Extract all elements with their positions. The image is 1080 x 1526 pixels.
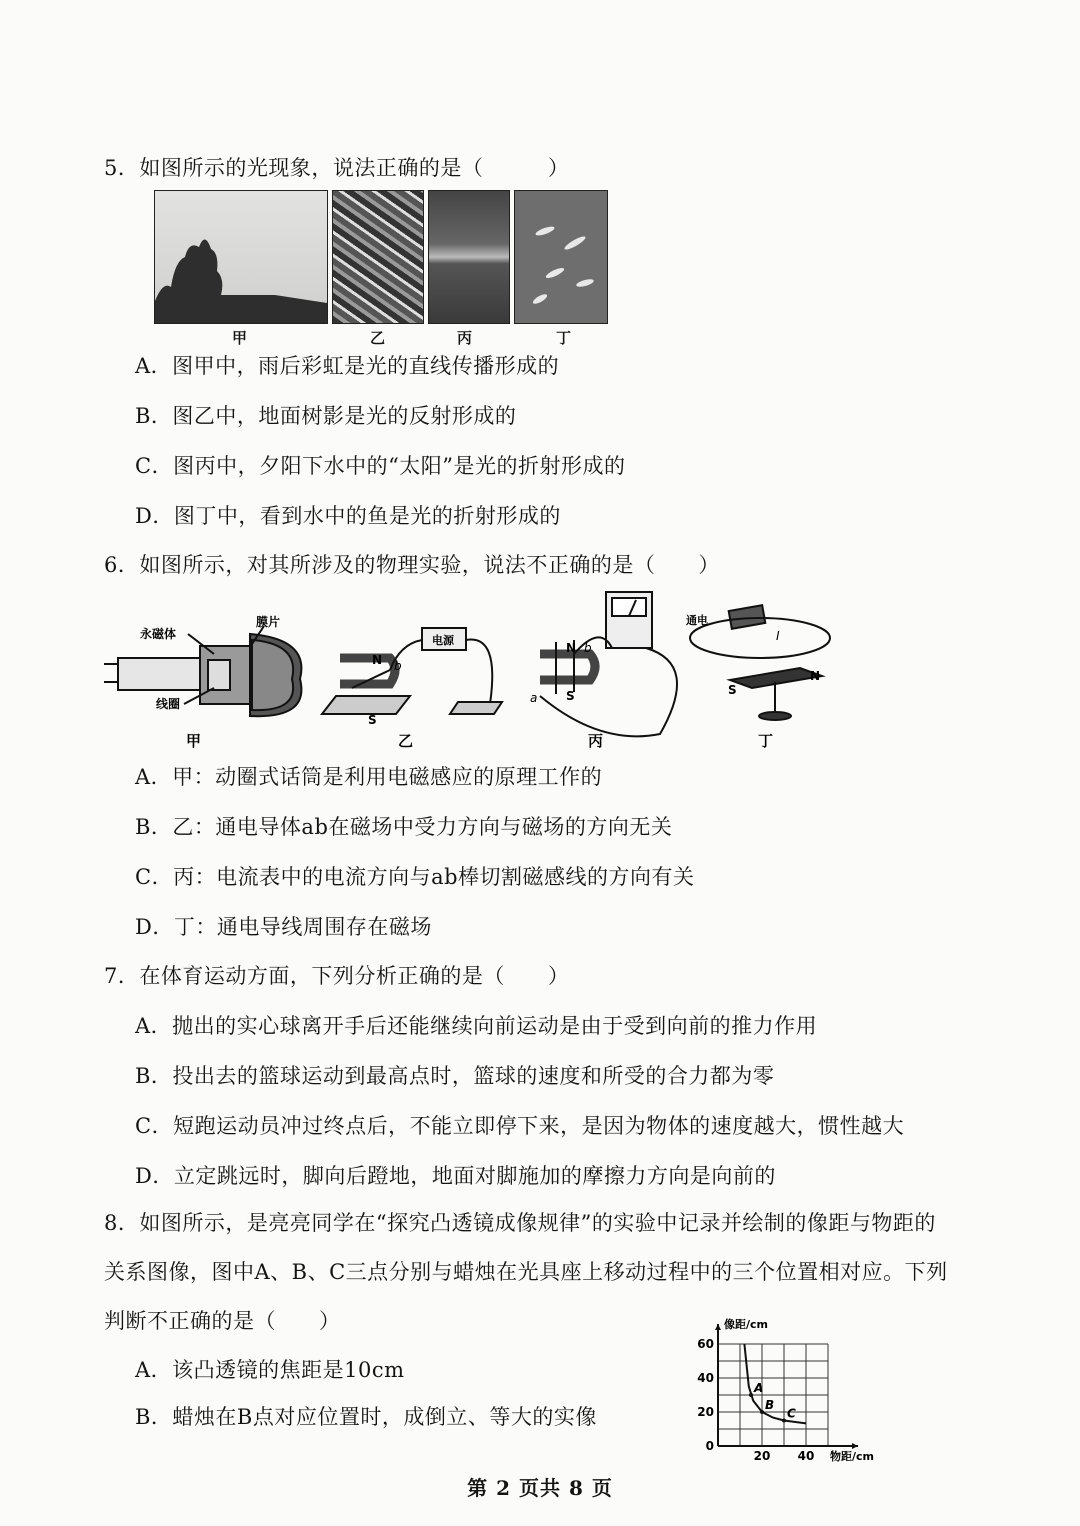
chart-ylabel: 像距/cm bbox=[724, 1318, 768, 1331]
motor-diagram bbox=[322, 628, 502, 714]
chart-point-label-a: A bbox=[754, 1381, 764, 1395]
q8-stem-line-3: 判断不正确的是（ ） bbox=[104, 1309, 341, 1333]
label-wire: 通电 bbox=[686, 614, 708, 627]
q6-option-b[interactable]: B．乙：通电导体ab在磁场中受力方向与磁场的方向无关 bbox=[135, 815, 673, 839]
q5-option-c[interactable]: C．图丙中，夕阳下水中的“太阳”是光的折射形成的 bbox=[135, 454, 626, 478]
q6-label-ding: 丁 bbox=[758, 732, 774, 750]
label-s-bing: S bbox=[566, 689, 575, 703]
chart-point-c bbox=[782, 1419, 786, 1423]
label-s-yi: S bbox=[368, 713, 377, 727]
chart-axes bbox=[715, 1324, 858, 1449]
q7-stem: 7．在体育运动方面，下列分析正确的是（ ） bbox=[104, 964, 570, 988]
label-coil: 线圈 bbox=[156, 697, 181, 711]
q5-stem: 5．如图所示的光现象，说法正确的是（ ） bbox=[104, 156, 570, 180]
y-axis-arrow-icon bbox=[715, 1324, 721, 1330]
q6-label-yi: 乙 bbox=[398, 732, 414, 750]
label-b-yi: b bbox=[394, 659, 402, 673]
q7-option-a[interactable]: A．抛出的实心球离开手后还能继续向前运动是由于受到向前的推力作用 bbox=[135, 1014, 818, 1038]
q5-photo-sunset-water bbox=[428, 190, 510, 324]
q5-label-jia: 甲 bbox=[232, 329, 248, 347]
microphone-diagram bbox=[104, 626, 301, 716]
q5-photo-fish bbox=[514, 190, 608, 324]
q7-option-d[interactable]: D．立定跳远时，脚向后蹬地，地面对脚施加的摩擦力方向是向前的 bbox=[135, 1164, 776, 1188]
q5-photo-rainbow bbox=[154, 190, 328, 324]
chart-point-b bbox=[760, 1410, 764, 1414]
x-tick-label: 20 bbox=[753, 1449, 771, 1463]
y-tick-label: 0 bbox=[705, 1439, 714, 1453]
oersted-diagram bbox=[690, 605, 830, 720]
q8-stem-line-2: 关系图像，图中A、B、C三点分别与蜡烛在光具座上移动过程中的三个位置相对应。下列 bbox=[104, 1260, 948, 1284]
y-tick-label: 60 bbox=[697, 1337, 714, 1351]
q5-option-a[interactable]: A．图甲中，雨后彩虹是光的直线传播形成的 bbox=[135, 354, 560, 378]
label-n-yi: N bbox=[372, 653, 383, 667]
q7-option-b[interactable]: B．投出去的篮球运动到最高点时，篮球的速度和所受的合力都为零 bbox=[135, 1064, 775, 1088]
q7-option-c[interactable]: C．短跑运动员冲过终点后，不能立即停下来，是因为物体的速度越大，惯性越大 bbox=[135, 1114, 905, 1138]
label-b-bing: b bbox=[584, 641, 592, 655]
q6-option-c[interactable]: C．丙：电流表中的电流方向与ab棒切割磁感线的方向有关 bbox=[135, 865, 695, 889]
chart-point-label-b: B bbox=[765, 1398, 775, 1412]
chart-grid bbox=[718, 1344, 828, 1446]
q6-stem: 6．如图所示，对其所涉及的物理实验，说法不正确的是（ ） bbox=[104, 553, 720, 577]
generator-diagram bbox=[540, 592, 677, 736]
q8-option-b[interactable]: B．蜡烛在B点对应位置时，成倒立、等大的实像 bbox=[135, 1405, 597, 1429]
y-tick-label: 40 bbox=[697, 1371, 714, 1385]
q5-option-d[interactable]: D．图丁中，看到水中的鱼是光的折射形成的 bbox=[135, 504, 561, 528]
page-footer: 第 2 页共 8 页 bbox=[467, 1476, 613, 1500]
label-magnet: 永磁体 bbox=[140, 627, 177, 641]
chart-ticks bbox=[697, 1337, 814, 1463]
label-n-bing: N bbox=[566, 641, 577, 655]
fish-icon bbox=[515, 191, 607, 323]
q5-label-yi: 乙 bbox=[370, 329, 386, 347]
q6-option-d[interactable]: D．丁：通电导线周围存在磁场 bbox=[135, 915, 432, 939]
q8-image-distance-chart bbox=[690, 1310, 890, 1470]
chart-point-a bbox=[749, 1393, 753, 1397]
q6-label-jia: 甲 bbox=[186, 732, 202, 750]
label-a-bing: a bbox=[530, 691, 538, 705]
chart-point-label-c: C bbox=[787, 1406, 796, 1421]
q6-option-a[interactable]: A．甲：动圈式话筒是利用电磁感应的原理工作的 bbox=[135, 765, 603, 789]
label-power: 电源 bbox=[432, 634, 454, 647]
q8-option-a[interactable]: A．该凸透镜的焦距是10cm bbox=[135, 1358, 405, 1382]
q6-label-bing: 丙 bbox=[588, 732, 604, 750]
chart-xlabel: 物距/cm bbox=[830, 1450, 874, 1463]
q5-option-b[interactable]: B．图乙中，地面树影是光的反射形成的 bbox=[135, 404, 517, 428]
y-tick-label: 20 bbox=[697, 1405, 714, 1419]
label-membrane: 膜片 bbox=[256, 615, 281, 629]
q5-label-ding: 丁 bbox=[556, 329, 572, 347]
q5-photo-tree-shadow bbox=[332, 190, 424, 324]
label-current-i: I bbox=[776, 629, 780, 643]
label-n-ding: N bbox=[810, 669, 821, 683]
label-s-ding: S bbox=[728, 683, 737, 697]
tree-silhouette-icon bbox=[155, 191, 327, 323]
x-axis-arrow-icon bbox=[852, 1443, 858, 1449]
x-tick-label: 40 bbox=[797, 1449, 815, 1463]
q8-stem-line-1: 8．如图所示，是亮亮同学在“探究凸透镜成像规律”的实验中记录并绘制的像距与物距的 bbox=[104, 1211, 936, 1235]
q6-figures bbox=[100, 584, 860, 756]
q5-label-bing: 丙 bbox=[457, 329, 473, 347]
